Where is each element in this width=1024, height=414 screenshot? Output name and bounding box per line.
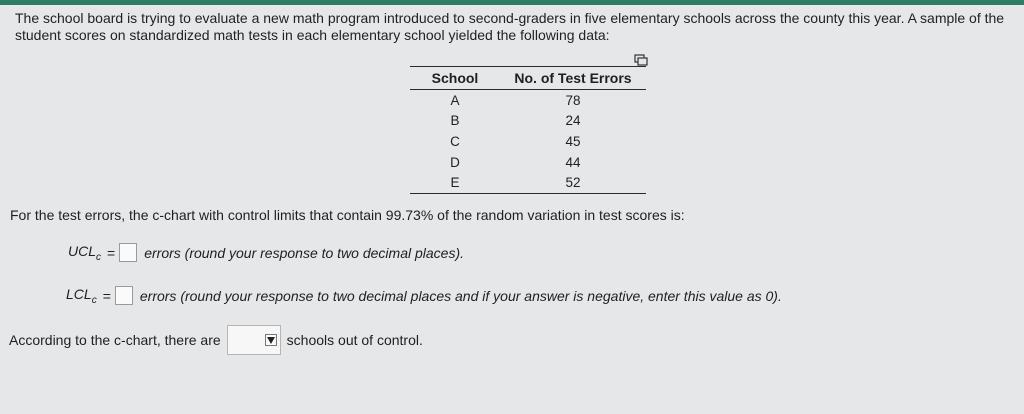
lcl-equals: = <box>102 287 111 304</box>
lcl-var: LCL <box>66 286 92 302</box>
ucl-hint: errors (round your response to two decimal places). <box>144 244 465 261</box>
cell-errors: 44 <box>565 154 581 170</box>
cell-errors: 52 <box>565 175 581 191</box>
ucl-equals: = <box>107 244 116 261</box>
problem-statement: The school board is trying to evaluate a new math program introduced to second-graders in five elementary schools across the county this year. A sample of the student scores on standardized math tests in each elementary school yielded the following data: <box>15 10 1005 43</box>
table-row <box>410 152 646 173</box>
cell-school: B <box>450 113 460 129</box>
lcl-hint: errors (round your response to two decimal places and if your answer is negative, enter this value as 0). <box>139 287 782 304</box>
table-bottom-rule <box>410 193 646 194</box>
out-of-control-row <box>9 325 423 355</box>
ucl-var: UCL <box>68 243 97 259</box>
table-row <box>410 90 646 111</box>
question-text: For the test errors, the c-chart with control limits that contain 99.73% of the random variation in test scores is: <box>10 207 685 223</box>
lcl-subscript: c <box>91 294 97 306</box>
table-row <box>410 111 646 132</box>
copy-data-icon[interactable] <box>634 54 648 66</box>
header-errors: No. of Test Errors <box>514 70 632 86</box>
cell-errors: 24 <box>565 113 581 129</box>
cell-errors: 78 <box>565 92 581 108</box>
cell-school: C <box>450 133 460 149</box>
table-row <box>410 131 646 152</box>
header-school: School <box>431 70 479 86</box>
ucl-input[interactable] <box>119 243 137 262</box>
table-row <box>410 172 646 193</box>
out-of-control-suffix: schools out of control. <box>286 332 423 348</box>
cell-school: D <box>450 154 460 170</box>
lcl-input[interactable] <box>115 286 133 305</box>
dropdown-arrow-icon[interactable] <box>265 334 277 346</box>
cell-errors: 45 <box>565 133 581 149</box>
out-of-control-prefix: According to the c-chart, there are <box>9 332 221 348</box>
cell-school: A <box>450 92 460 108</box>
data-table <box>410 66 646 194</box>
top-accent-bar <box>0 0 1024 5</box>
ucl-label <box>68 243 101 263</box>
lcl-label <box>66 286 97 306</box>
ucl-subscript: c <box>96 251 102 263</box>
cell-school: E <box>450 175 460 191</box>
schools-count-dropdown[interactable] <box>227 325 281 355</box>
lcl-answer-row <box>66 286 782 306</box>
table-header <box>410 67 646 89</box>
ucl-answer-row <box>68 243 464 263</box>
